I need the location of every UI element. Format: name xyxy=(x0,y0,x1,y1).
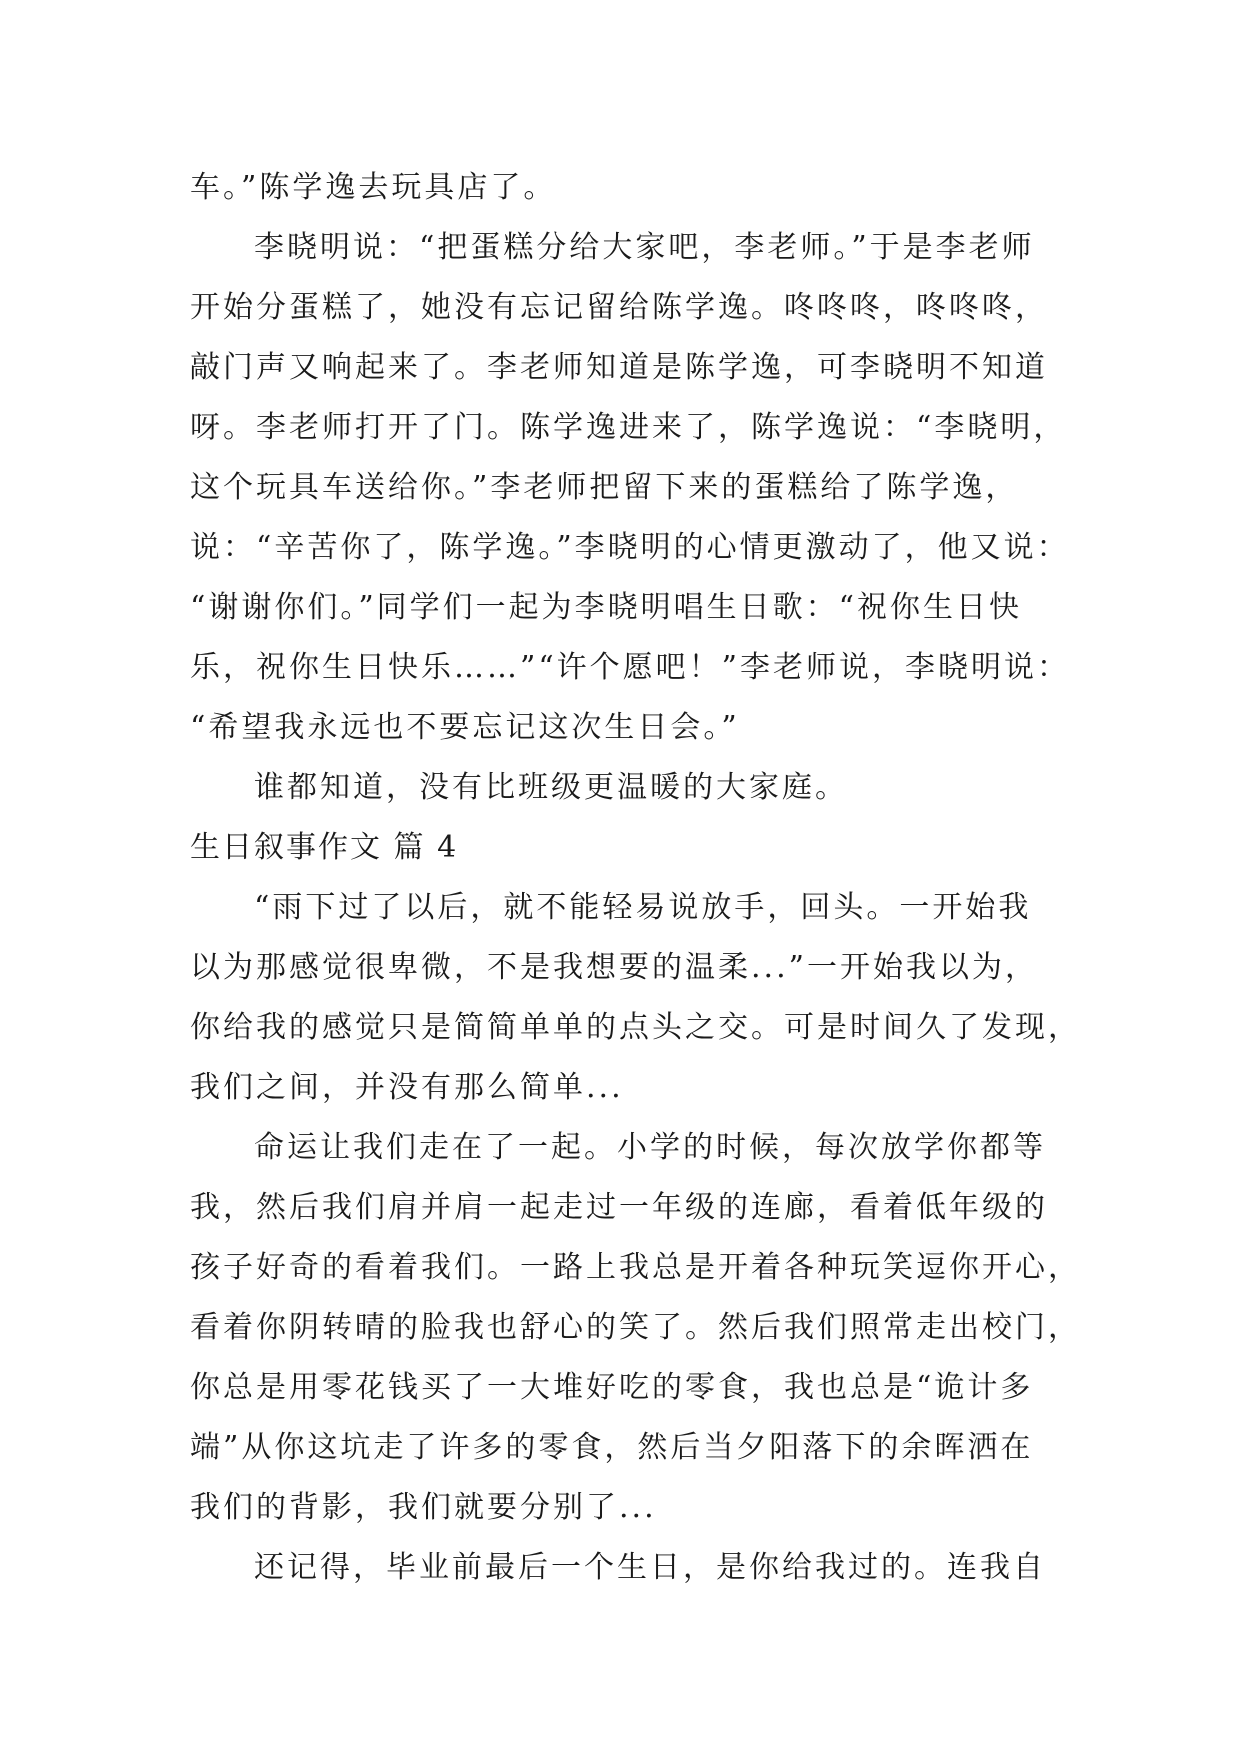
text-line: 这个玩具车送给你。”李老师把留下来的蛋糕给了陈学逸， xyxy=(190,470,1019,505)
text-line: 开始分蛋糕了，她没有忘记留给陈学逸。咚咚咚，咚咚咚， xyxy=(190,290,1048,325)
text-line: 你总是用零花钱买了一大堆好吃的零食，我也总是“诡计多 xyxy=(190,1370,1034,1405)
paragraph-start-line: 命运让我们走在了一起。小学的时候，每次放学你都等 xyxy=(254,1130,1046,1165)
document-body xyxy=(190,158,1081,1598)
paragraph-start-line: 谁都知道，没有比班级更温暖的大家庭。 xyxy=(254,770,848,805)
text-line: 敲门声又响起来了。李老师知道是陈学逸，可李晓明不知道 xyxy=(190,350,1048,385)
text-line: 呀。李老师打开了门。陈学逸进来了，陈学逸说：“李晓明， xyxy=(190,410,1067,445)
text-line: 说：“辛苦你了，陈学逸。”李晓明的心情更激动了，他又说： xyxy=(190,530,1070,565)
paragraph-start-line: “雨下过了以后，就不能轻易说放手，回头。一开始我 xyxy=(254,890,1032,925)
text-line: 看着你阴转晴的脸我也舒心的笑了。然后我们照常走出校门， xyxy=(190,1310,1081,1345)
text-line: 乐，祝你生日快乐……”“许个愿吧！”李老师说，李晓明说： xyxy=(190,650,1071,685)
text-line: 孩子好奇的看着我们。一路上我总是开着各种玩笑逗你开心， xyxy=(190,1250,1081,1285)
text-line: 我，然后我们肩并肩一起走过一年级的连廊，看着低年级的 xyxy=(190,1190,1048,1225)
text-line: 我们之间，并没有那么简单... xyxy=(190,1070,624,1105)
paragraph-start-line: 还记得，毕业前最后一个生日，是你给我过的。连我自 xyxy=(254,1550,1046,1585)
section-heading: 生日叙事作文 篇 4 xyxy=(190,830,459,865)
text-line: 你给我的感觉只是简简单单的点头之交。可是时间久了发现， xyxy=(190,1010,1081,1045)
paragraph-start-line: 李晓明说：“把蛋糕分给大家吧，李老师。”于是李老师 xyxy=(254,230,1035,265)
text-line: 端”从你这坑走了许多的零食，然后当夕阳落下的余晖洒在 xyxy=(190,1430,1034,1465)
text-line: 我们的背影，我们就要分别了... xyxy=(190,1490,657,1525)
text-line: 车。”陈学逸去玩具店了。 xyxy=(190,170,557,205)
text-line: “希望我永远也不要忘记这次生日会。” xyxy=(190,710,740,745)
text-line: “谢谢你们。”同学们一起为李晓明唱生日歌：“祝你生日快 xyxy=(190,590,1023,625)
text-line: 以为那感觉很卑微，不是我想要的温柔...”一开始我以为， xyxy=(190,950,1038,985)
